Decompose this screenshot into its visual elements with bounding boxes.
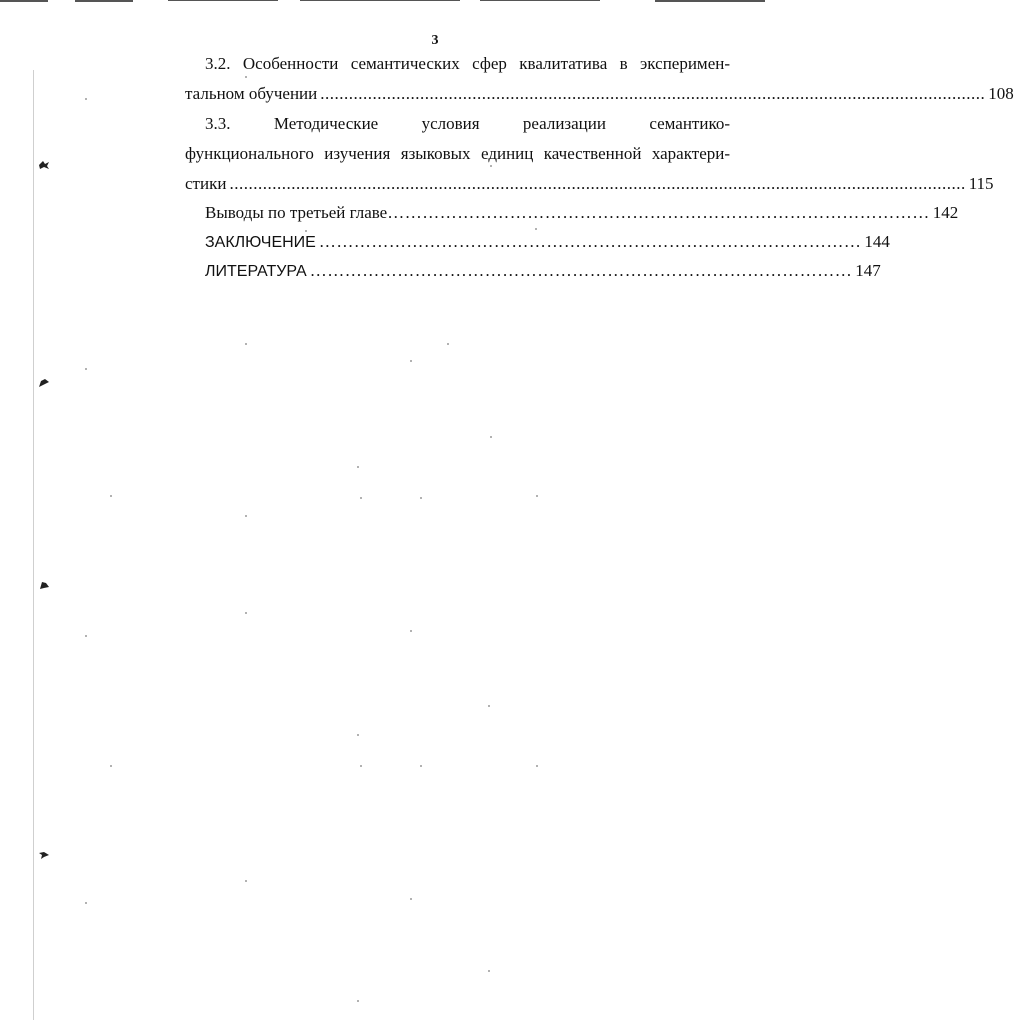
scan-speck	[490, 436, 492, 438]
scan-line	[480, 0, 600, 1]
scan-speck	[410, 630, 412, 632]
toc-entry-chapter-conclusions	[205, 203, 959, 223]
toc-entry-conclusion-page: 144	[864, 232, 890, 251]
punch-mark-icon	[38, 580, 50, 590]
scan-speck	[410, 898, 412, 900]
toc-entry-3-3-line-3	[185, 174, 994, 194]
page-number: 3	[431, 33, 439, 48]
scan-speck	[535, 228, 537, 230]
scan-speck	[447, 343, 449, 345]
scan-speck	[357, 466, 359, 468]
scan-speck	[488, 705, 490, 707]
scan-speck	[536, 765, 538, 767]
toc-entry-3-2-line-2	[185, 84, 1014, 104]
punch-mark-icon	[38, 378, 50, 388]
toc-entry-3-3-word: семантико-	[649, 114, 730, 133]
scan-speck	[420, 497, 422, 499]
scan-speck	[110, 765, 112, 767]
scan-speck	[245, 880, 247, 882]
toc-entry-3-3-word: реализации	[522, 114, 606, 133]
toc-entry-literature-label: ЛИТЕРАТУРА	[205, 263, 307, 280]
dot-leader: ............................................................................................................................................	[320, 84, 986, 103]
scan-speck	[245, 76, 247, 78]
toc-entry-3-3-word: условия	[421, 114, 480, 133]
scan-speck	[420, 765, 422, 767]
dot-leader: …………………………………………………………………………………	[318, 232, 862, 251]
scan-speck	[245, 343, 247, 345]
dot-leader: …………………………………………………………………………………	[309, 261, 853, 280]
toc-entry-3-3-title-end: стики	[185, 174, 227, 193]
toc-entry-literature	[205, 261, 881, 282]
scan-speck	[357, 734, 359, 736]
scan-speck	[536, 495, 538, 497]
scan-speck	[85, 98, 87, 100]
toc-entry-literature-page: 147	[855, 261, 881, 280]
scan-line	[168, 0, 278, 1]
toc-entry-3-3-number: 3.3.	[205, 114, 231, 133]
scan-speck	[85, 902, 87, 904]
scan-line	[655, 0, 765, 2]
scan-speck	[110, 495, 112, 497]
scan-speck	[410, 360, 412, 362]
toc-entry-3-3-word: Методические	[273, 114, 379, 133]
punch-mark-icon	[38, 160, 50, 170]
toc-entry-3-2-page: 108	[988, 84, 1014, 103]
scan-line	[75, 0, 133, 2]
scan-line	[0, 0, 48, 2]
scan-speck	[245, 515, 247, 517]
scan-speck	[85, 368, 87, 370]
scan-line	[300, 0, 460, 1]
scan-edge	[33, 70, 34, 1020]
scan-speck	[488, 970, 490, 972]
toc-entry-3-2-line-1: 3.2. Особенности семантических сфер квалитатива в эксперимен-	[205, 54, 730, 73]
dot-leader: …………………………………………………………………………………	[387, 203, 930, 222]
scan-speck	[85, 635, 87, 637]
scan-speck	[357, 1000, 359, 1002]
toc-entry-chapter-conclusions-label: Выводы по третьей главе	[205, 203, 388, 222]
dot-leader: ...........................................................................................................................................................	[229, 174, 966, 193]
toc-entry-3-3-line-2: функционального изучения языковых единиц качественной характери-	[185, 144, 730, 163]
scan-speck	[490, 165, 492, 167]
toc-entry-chapter-conclusions-page: 142	[932, 203, 959, 222]
toc-entry-3-3-line-1	[205, 114, 730, 134]
scan-speck	[360, 497, 362, 499]
toc-entry-3-2-title-end: тальном обучении	[185, 84, 318, 103]
toc-entry-conclusion-label: ЗАКЛЮЧЕНИЕ	[205, 234, 316, 251]
scan-speck	[360, 765, 362, 767]
toc-entry-conclusion	[205, 232, 890, 253]
punch-mark-icon	[38, 850, 50, 860]
toc-entry-3-3-page: 115	[968, 174, 994, 193]
scan-speck	[245, 612, 247, 614]
